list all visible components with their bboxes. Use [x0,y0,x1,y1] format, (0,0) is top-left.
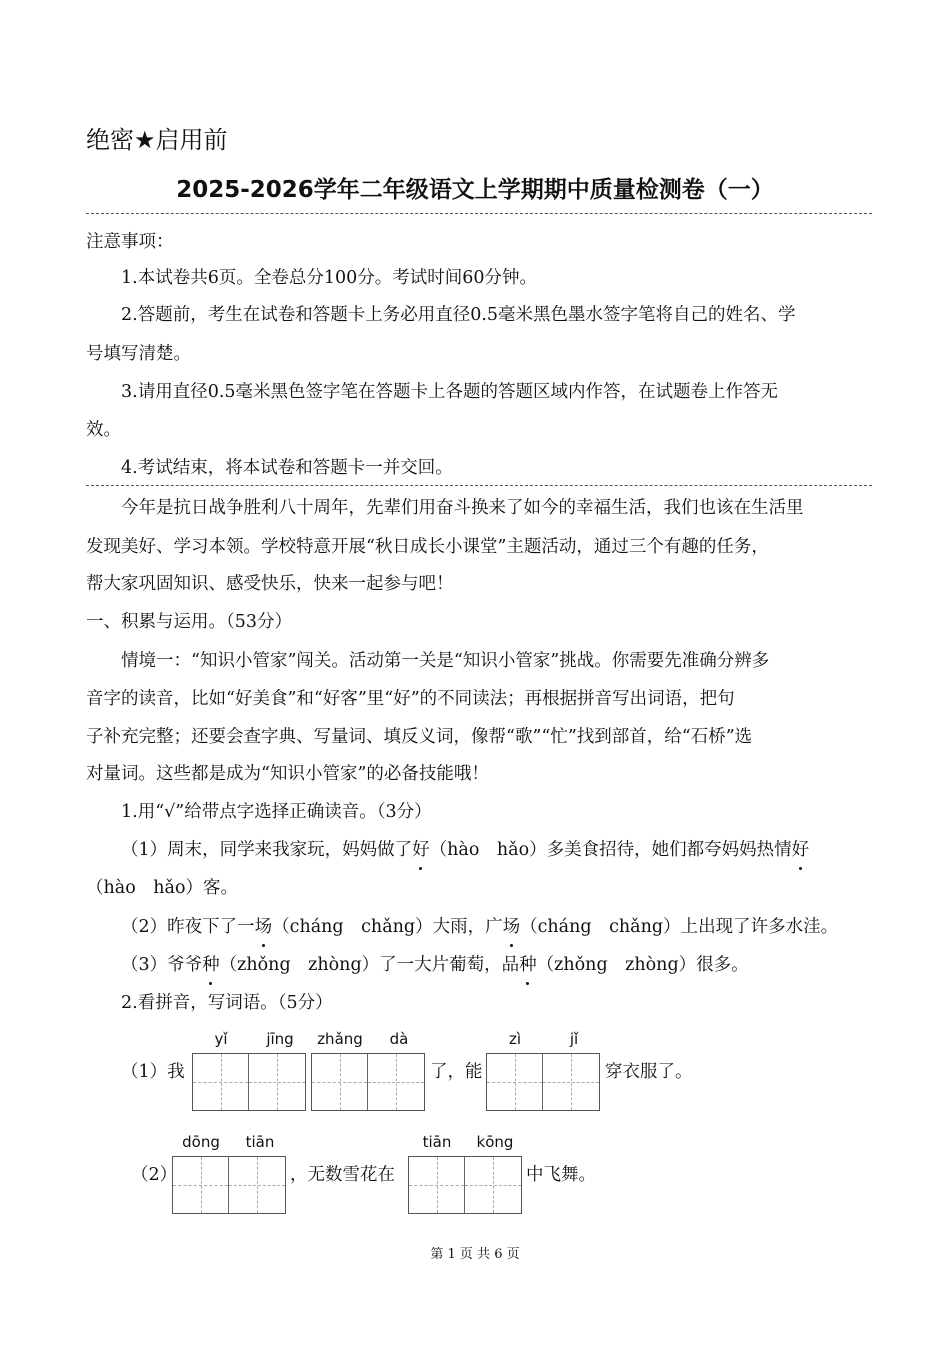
pinyin: yǐ [214,1030,228,1048]
writing-cell[interactable] [487,1054,543,1110]
scenario-line: 音字的读音，比如“好美食”和“好客”里“好”的不同读法；再根据拼音写出词语，把句 [86,689,735,709]
pinyin: zì [508,1030,522,1048]
writing-grid[interactable] [172,1156,286,1214]
writing-cell[interactable] [409,1157,465,1213]
writing-grid[interactable] [408,1156,522,1214]
question-1-item-2: （2）昨夜下了一场（cháng chǎng）大雨，广场（cháng chǎng）上出现了许多水洼。 [121,913,838,938]
note-item: 3.请用直径0.5毫米黑色签字笔在答题卡上各题的答题区域内作答，在试题卷上作答无 [121,382,779,402]
q2-row1-label: （1）我 [121,1062,185,1082]
writing-cell[interactable] [229,1157,285,1213]
page-footer: 第 1 页 共 6 页 [430,1247,520,1262]
pinyin: tiān [422,1133,452,1151]
section-heading: 一、积累与运用。（53分） [86,612,293,632]
q2-row2-mid: ，无数雪花在 [290,1165,395,1185]
scenario-line: 子补充完整；还要会查字典、写量词、填反义词，像帮“歌”“忙”找到部首，给“石桥”选 [86,727,753,747]
dotted-char: 种 [519,951,537,976]
intro-line: 发现美好、学习本领。学校特意开展“秋日成长小课堂”主题活动，通过三个有趣的任务， [86,537,769,557]
note-item: 效。 [86,420,121,440]
intro-line: 今年是抗日战争胜利八十周年，先辈们用奋斗换来了如今的幸福生活，我们也该在生活里 [121,498,804,518]
question-1-item-1-cont: （hào hǎo）客。 [86,878,238,898]
note-item: 号填写清楚。 [86,344,191,364]
scenario-line: 情境一：“知识小管家”闯关。活动第一关是“知识小管家”挑战。你需要先准确分辨多 [121,651,770,671]
question-2-stem: 2.看拼音，写词语。（5分） [121,993,333,1013]
intro-line: 帮大家巩固知识、感受快乐，快来一起参与吧！ [86,574,454,594]
q2-row2-label: （2） [131,1165,178,1185]
writing-cell[interactable] [543,1054,599,1110]
dotted-char: 好 [412,836,430,861]
writing-grid[interactable] [192,1053,306,1111]
dotted-char: 场 [255,913,273,938]
pinyin: jǐ [569,1030,579,1048]
q2-row1-mid: 了，能 [430,1062,483,1082]
writing-cell[interactable] [173,1157,229,1213]
writing-cell[interactable] [368,1054,424,1110]
divider-bottom [86,485,872,486]
note-item: 2.答题前，考生在试卷和答题卡上务必用直径0.5毫米黑色墨水签字笔将自己的姓名、学 [121,305,796,325]
question-1-item-1: （1）周末，同学来我家玩，妈妈做了好（hào hǎo）多美食招待，她们都夸妈妈热情好 [121,836,809,861]
divider-top [86,213,872,214]
writing-grid[interactable] [311,1053,425,1111]
pinyin: dà [389,1030,409,1048]
writing-cell[interactable] [312,1054,368,1110]
writing-cell[interactable] [465,1157,521,1213]
scenario-line: 对量词。这些都是成为“知识小管家”的必备技能哦！ [86,764,489,784]
dotted-char: 场 [503,913,521,938]
dotted-char: 好 [792,836,810,861]
note-item: 1.本试卷共6页。全卷总分100分。考试时间60分钟。 [121,268,537,288]
writing-cell[interactable] [249,1054,305,1110]
pinyin: jīng [266,1030,294,1048]
confidential-mark: 绝密★启用前 [86,126,228,154]
page-title: 2025-2026学年二年级语文上学期期中质量检测卷（一） [176,177,774,203]
notes-heading: 注意事项： [86,232,174,252]
question-1-item-3: （3）爷爷种（zhǒng zhòng）了一大片葡萄，品种（zhǒng zhòng）很多。 [121,951,749,976]
question-1-stem: 1.用“√”给带点字选择正确读音。（3分） [121,802,432,822]
q2-row2-end: 中飞舞。 [526,1165,596,1185]
pinyin: dōng [182,1133,220,1151]
writing-cell[interactable] [193,1054,249,1110]
pinyin: tiān [245,1133,275,1151]
dotted-char: 种 [202,951,220,976]
writing-grid[interactable] [486,1053,600,1111]
pinyin: zhǎng [317,1030,363,1048]
note-item: 4.考试结束，将本试卷和答题卡一并交回。 [121,458,453,478]
pinyin: kōng [476,1133,514,1151]
q2-row1-end: 穿衣服了。 [605,1062,693,1082]
